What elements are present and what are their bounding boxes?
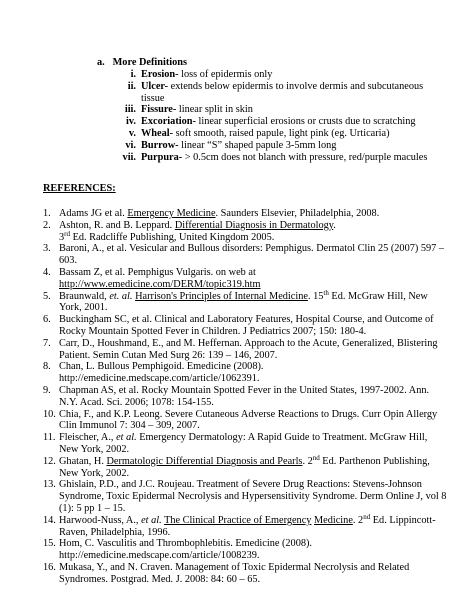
reference-link[interactable]: http://www.emedicine.com/DERM/topic319.htm — [59, 278, 261, 290]
definition-item — [98, 104, 438, 116]
reference-edition-suffix: nd — [312, 453, 320, 462]
reference-item — [43, 338, 453, 362]
reference-item — [43, 288, 453, 315]
reference-book-title: Differential Diagnosis in Dermatology — [174, 219, 334, 231]
definition-term: Burrow- — [141, 139, 179, 151]
reference-item — [43, 220, 453, 244]
reference-punct: . — [333, 219, 336, 231]
reference-edition: 3 — [59, 231, 65, 243]
reference-publisher: Ed. McGraw Hill, New York, 2001. — [59, 290, 428, 314]
reference-item — [43, 538, 453, 562]
reference-publisher: Ed. Parthenon Publishing, New York, 2002. — [59, 455, 430, 479]
reference-number: 15. — [43, 538, 56, 550]
definition-number: iv. — [125, 116, 136, 128]
reference-publisher: . Saunders Elsevier, Philadelphia, 2008. — [215, 208, 380, 219]
reference-authors: Fleischer, A., — [59, 432, 117, 444]
reference-etal: et al. — [141, 514, 162, 526]
reference-number: 3. — [43, 243, 51, 255]
reference-number: 2. — [43, 219, 51, 231]
reference-text: Chapman AS, et al. Rocky Mountain Spotted Fever in the United States, 1997-2002. Ann. N.Y. Acad. Sci. 2006; 1078: 154-155. — [59, 384, 430, 408]
definition-number: v. — [128, 127, 136, 139]
reference-etal: et al. — [116, 432, 137, 444]
reference-authors: Braunwald, — [59, 290, 110, 302]
definition-term: Purpura- — [141, 151, 183, 163]
reference-text — [59, 267, 449, 291]
reference-authors: Harwood-Nuss, A., — [59, 514, 142, 526]
reference-book-title: Emergency Medicine — [127, 208, 216, 219]
reference-item — [43, 243, 453, 267]
definitions-title: More Definitions — [112, 57, 188, 68]
reference-number: 13. — [43, 479, 56, 491]
reference-edition: . 15 — [307, 290, 324, 302]
reference-book-title: Dermatologic Differential Diagnosis and Pearls — [106, 455, 303, 467]
definition-number: ii. — [127, 80, 136, 92]
reference-number: 6. — [43, 314, 51, 326]
reference-text: Chia, F., and K.P. Leong. Severe Cutaneous Adverse Reactions to Drugs. Curr Opin Allergy Clin Immunol 7: 304 – 309, 2007. — [59, 408, 438, 432]
reference-text: Carr, D., Houshmand, E., and M. Heffernan. Approach to the Acute, Generalized, Blistering Patient. Semin Cutan Med Surg 26: 139 – 146, 2007. — [59, 337, 438, 361]
reference-number: 8. — [43, 361, 51, 373]
reference-number: 11. — [43, 432, 56, 444]
definitions-letter: a. — [97, 57, 105, 68]
definition-term: Fissure- — [141, 104, 177, 116]
reference-number: 9. — [43, 384, 51, 396]
reference-text: Mukasa, Y., and N. Craven. Management of Toxic Epidermal Necrolysis and Related Syndromes. Postgrad. Med. J. 2008: 84: 60 – 65. — [59, 561, 410, 585]
definitions-heading — [97, 57, 187, 69]
definition-term: Wheal- — [141, 127, 174, 139]
definition-item — [98, 128, 438, 140]
definition-text: extends below epidermis to involve dermis and subcutaneous tissue — [141, 80, 424, 104]
reference-text: Chan, L. Bullous Pemphigoid. Emedicine (2008). http://emedicine.medscape.com/article/1062391. — [59, 361, 264, 385]
reference-book-title-end: Medicine — [314, 514, 353, 526]
reference-item — [43, 267, 453, 291]
reference-text: Baroni, A., et al. Vesicular and Bullous disorders: Pemphigus. Dermatol Clin 25 (2007) 597 – 603. — [59, 243, 445, 267]
definition-text: loss of epidermis only — [178, 69, 273, 80]
definition-text: soft smooth, raised papule, light pink (eg. Urticaria) — [173, 127, 390, 139]
reference-number: 5. — [43, 290, 51, 302]
reference-item — [43, 479, 453, 514]
reference-text: Ghislain, P.D., and J.C. Roujeau. Treatment of Severe Drug Reactions: Stevens-Johnson Syndrome, Toxic Epidermal Necrolysis and Hypersensitivity Syndrome. Derm Online J, vol 8 (1): 5 pp 1 – 15. — [59, 479, 447, 514]
definition-text: linear superficial erosions or crusts due to scratching — [195, 116, 416, 128]
definition-text: > 0.5cm does not blanch with pressure, red/purple macules — [182, 151, 428, 163]
reference-item — [43, 432, 453, 456]
reference-text — [59, 453, 449, 480]
definition-text: linear split in skin — [176, 104, 253, 116]
reference-book-title: Harrison's Principles of Internal Medicine — [135, 290, 308, 302]
reference-number: 1. — [43, 208, 51, 219]
reference-text: Buckingham SC, et al. Clinical and Laboratory Features, Hospital Course, and Outcome of Rocky Mountain Spotted Fever in Children. J Pediatrics 2007; 150: 180-4. — [59, 314, 434, 337]
definition-number: iii. — [124, 104, 136, 116]
reference-item — [43, 409, 453, 433]
reference-item — [43, 208, 453, 220]
reference-authors: Ghatan, H. — [59, 455, 107, 467]
reference-text: Hom, C. Vasculitis and Thrombophlebitis. Emedicine (2008). http://emedicine.medscape.com/article/1008239. — [59, 538, 313, 562]
reference-text — [59, 220, 449, 244]
definition-item — [98, 81, 438, 105]
definition-item — [98, 152, 438, 164]
references-list — [43, 208, 453, 586]
reference-item — [43, 314, 453, 338]
reference-number: 10. — [43, 408, 56, 420]
reference-number: 16. — [43, 561, 56, 573]
definition-number: vii. — [122, 151, 136, 163]
reference-authors: Adams JG et al. — [59, 208, 128, 219]
definitions-list — [98, 69, 438, 163]
reference-edition-suffix: nd — [363, 512, 371, 521]
definition-item — [98, 140, 438, 152]
reference-item — [43, 385, 453, 409]
reference-item — [43, 361, 453, 385]
reference-publisher: Ed. Lippincott-Raven, Philadelphia, 1996. — [59, 514, 436, 538]
reference-text — [59, 512, 449, 539]
reference-publisher: Ed. Radcliffe Publishing, United Kingdom 2005. — [70, 231, 275, 243]
reference-number: 12. — [43, 455, 56, 467]
reference-etal: et. al. — [109, 290, 133, 302]
reference-item — [43, 562, 453, 586]
reference-number: 4. — [43, 266, 51, 278]
reference-item — [43, 512, 453, 539]
reference-number: 7. — [43, 337, 51, 349]
definition-number: i. — [130, 69, 136, 80]
reference-edition: . 2 — [352, 514, 364, 526]
reference-book-title: The Clinical Practice of Emergency — [164, 514, 312, 526]
reference-edition-suffix: rd — [64, 229, 70, 238]
reference-details: Emergency Dermatology: A Rapid Guide to Treatment. McGraw Hill, New York, 2002. — [59, 432, 428, 455]
reference-authors: Bassam Z, et al. Pemphigus Vulgaris. on web at — [59, 266, 256, 278]
reference-number: 14. — [43, 514, 56, 526]
reference-text — [59, 208, 449, 220]
definition-term: Ulcer- — [141, 80, 169, 92]
definition-item — [98, 116, 438, 128]
reference-edition: . 2 — [302, 455, 313, 467]
reference-text — [59, 432, 449, 456]
definition-item — [98, 69, 438, 81]
reference-text — [59, 288, 449, 315]
reference-authors: Ashton, R. and B. Leppard. — [59, 219, 175, 231]
references-title: REFERENCES: — [43, 183, 116, 194]
reference-edition-suffix: th — [323, 288, 329, 297]
reference-item — [43, 453, 453, 480]
definition-term: Excoriation- — [141, 116, 196, 128]
definition-term: Erosion- — [141, 69, 179, 80]
definition-text: linear “S” shaped papule 3-5mm long — [178, 139, 337, 151]
definition-number: vi. — [125, 139, 136, 151]
